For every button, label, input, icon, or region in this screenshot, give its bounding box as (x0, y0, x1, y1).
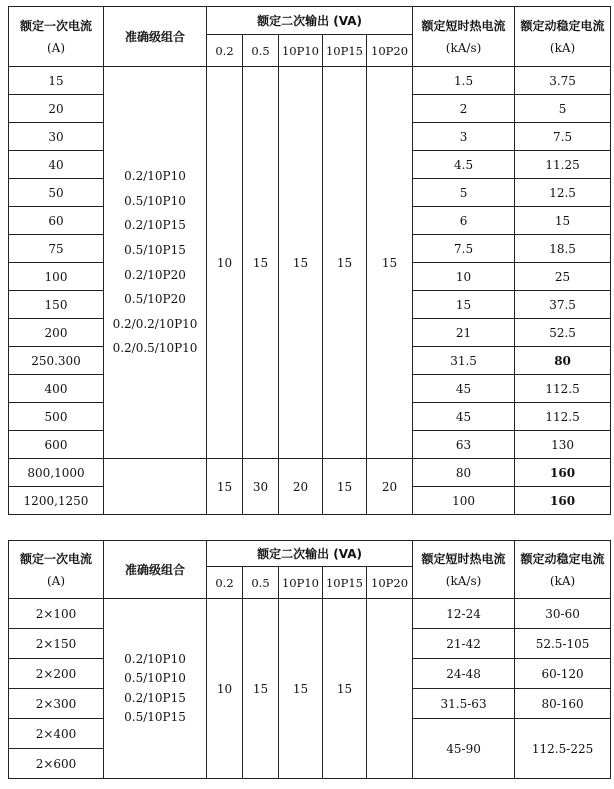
header-dynamic-current: 额定动稳定电流 (kA) (515, 7, 611, 67)
output-cell: 15 (243, 67, 279, 459)
thermal-current-cell: 80 (413, 459, 515, 487)
dynamic-current-cell: 80 (515, 347, 611, 375)
thermal-current-cell: 63 (413, 431, 515, 459)
primary-current-cell: 100 (9, 263, 104, 291)
spec-table-single (8, 6, 611, 515)
primary-current-cell: 20 (9, 95, 104, 123)
output-cell: 15 (323, 599, 367, 779)
primary-current-cell: 15 (9, 67, 104, 95)
thermal-current-cell: 45 (413, 403, 515, 431)
primary-current-cell: 150 (9, 291, 104, 319)
primary-current-cell: 600 (9, 431, 104, 459)
primary-current-cell: 30 (9, 123, 104, 151)
primary-current-cell: 75 (9, 235, 104, 263)
thermal-current-cell: 21-42 (413, 629, 515, 659)
header-accuracy: 准确级组合 (104, 541, 207, 599)
thermal-current-cell: 2 (413, 95, 515, 123)
header-primary-current: 额定一次电流 (A) (9, 7, 104, 67)
thermal-current-cell: 15 (413, 291, 515, 319)
header-secondary-output: 额定二次输出 (VA) (207, 541, 413, 567)
header-thermal-current: 额定短时热电流 (kA/s) (413, 541, 515, 599)
dynamic-current-cell: 11.25 (515, 151, 611, 179)
primary-current-cell: 500 (9, 403, 104, 431)
output-cell: 20 (279, 459, 323, 515)
output-cell: 30 (243, 459, 279, 515)
output-cell: 20 (367, 459, 413, 515)
dynamic-current-cell: 3.75 (515, 67, 611, 95)
primary-current-cell: 200 (9, 319, 104, 347)
thermal-current-cell: 5 (413, 179, 515, 207)
dynamic-current-cell: 130 (515, 431, 611, 459)
primary-current-cell: 800,1000 (9, 459, 104, 487)
thermal-current-cell: 1.5 (413, 67, 515, 95)
accuracy-combination-cell: 0.2/10P10 0.5/10P10 0.2/10P15 0.5/10P15 (104, 599, 207, 779)
spec-table-double (8, 540, 611, 779)
output-cell: 15 (367, 67, 413, 459)
header-class: 10P10 (279, 567, 323, 599)
thermal-current-cell: 7.5 (413, 235, 515, 263)
dynamic-current-cell: 30-60 (515, 599, 611, 629)
output-cell: 15 (323, 67, 367, 459)
primary-current-cell: 60 (9, 207, 104, 235)
thermal-current-cell: 45 (413, 375, 515, 403)
dynamic-current-cell: 60-120 (515, 659, 611, 689)
header-class: 0.5 (243, 567, 279, 599)
primary-current-cell: 2×100 (9, 599, 104, 629)
header-class: 10P20 (367, 35, 413, 67)
primary-current-cell: 2×400 (9, 719, 104, 749)
header-dynamic-current: 额定动稳定电流 (kA) (515, 541, 611, 599)
output-cell: 15 (207, 459, 243, 515)
thermal-current-cell: 6 (413, 207, 515, 235)
dynamic-current-cell: 15 (515, 207, 611, 235)
output-cell: 15 (243, 599, 279, 779)
primary-current-cell: 50 (9, 179, 104, 207)
thermal-current-cell: 12-24 (413, 599, 515, 629)
dynamic-current-cell: 112.5 (515, 375, 611, 403)
dynamic-current-cell: 112.5-225 (515, 719, 611, 779)
dynamic-current-cell: 5 (515, 95, 611, 123)
dynamic-current-cell: 160 (515, 459, 611, 487)
dynamic-current-cell: 80-160 (515, 689, 611, 719)
dynamic-current-cell: 18.5 (515, 235, 611, 263)
thermal-current-cell: 24-48 (413, 659, 515, 689)
primary-current-cell: 2×150 (9, 629, 104, 659)
header-class: 0.2 (207, 567, 243, 599)
accuracy-combination-cell: 0.2/10P10 0.5/10P10 0.2/10P15 0.5/10P15 0.2/10P20 0.5/10P20 0.2/0.2/10P10 0.2/0.5/10P10 (104, 67, 207, 459)
header-class: 10P10 (279, 35, 323, 67)
output-cell: 10 (207, 67, 243, 459)
primary-current-cell: 1200,1250 (9, 487, 104, 515)
dynamic-current-cell: 25 (515, 263, 611, 291)
output-cell: 15 (279, 599, 323, 779)
dynamic-current-cell: 160 (515, 487, 611, 515)
thermal-current-cell: 45-90 (413, 719, 515, 779)
header-secondary-output: 额定二次输出 (VA) (207, 7, 413, 35)
header-class: 10P15 (323, 35, 367, 67)
output-cell: 15 (279, 67, 323, 459)
primary-current-cell: 400 (9, 375, 104, 403)
thermal-current-cell: 100 (413, 487, 515, 515)
primary-current-cell: 2×200 (9, 659, 104, 689)
dynamic-current-cell: 52.5 (515, 319, 611, 347)
accuracy-combination-cell (104, 459, 207, 515)
dynamic-current-cell: 37.5 (515, 291, 611, 319)
primary-current-cell: 2×600 (9, 749, 104, 779)
thermal-current-cell: 10 (413, 263, 515, 291)
thermal-current-cell: 31.5 (413, 347, 515, 375)
dynamic-current-cell: 52.5-105 (515, 629, 611, 659)
primary-current-cell: 40 (9, 151, 104, 179)
thermal-current-cell: 31.5-63 (413, 689, 515, 719)
primary-current-cell: 250.300 (9, 347, 104, 375)
output-cell: 15 (323, 459, 367, 515)
thermal-current-cell: 3 (413, 123, 515, 151)
header-class: 10P20 (367, 567, 413, 599)
header-class: 10P15 (323, 567, 367, 599)
header-class: 0.2 (207, 35, 243, 67)
thermal-current-cell: 21 (413, 319, 515, 347)
header-accuracy: 准确级组合 (104, 7, 207, 67)
output-cell: 10 (207, 599, 243, 779)
header-primary-current: 额定一次电流 (A) (9, 541, 104, 599)
primary-current-cell: 2×300 (9, 689, 104, 719)
dynamic-current-cell: 12.5 (515, 179, 611, 207)
thermal-current-cell: 4.5 (413, 151, 515, 179)
dynamic-current-cell: 7.5 (515, 123, 611, 151)
header-thermal-current: 额定短时热电流 (kA/s) (413, 7, 515, 67)
dynamic-current-cell: 112.5 (515, 403, 611, 431)
header-class: 0.5 (243, 35, 279, 67)
output-cell (367, 599, 413, 779)
